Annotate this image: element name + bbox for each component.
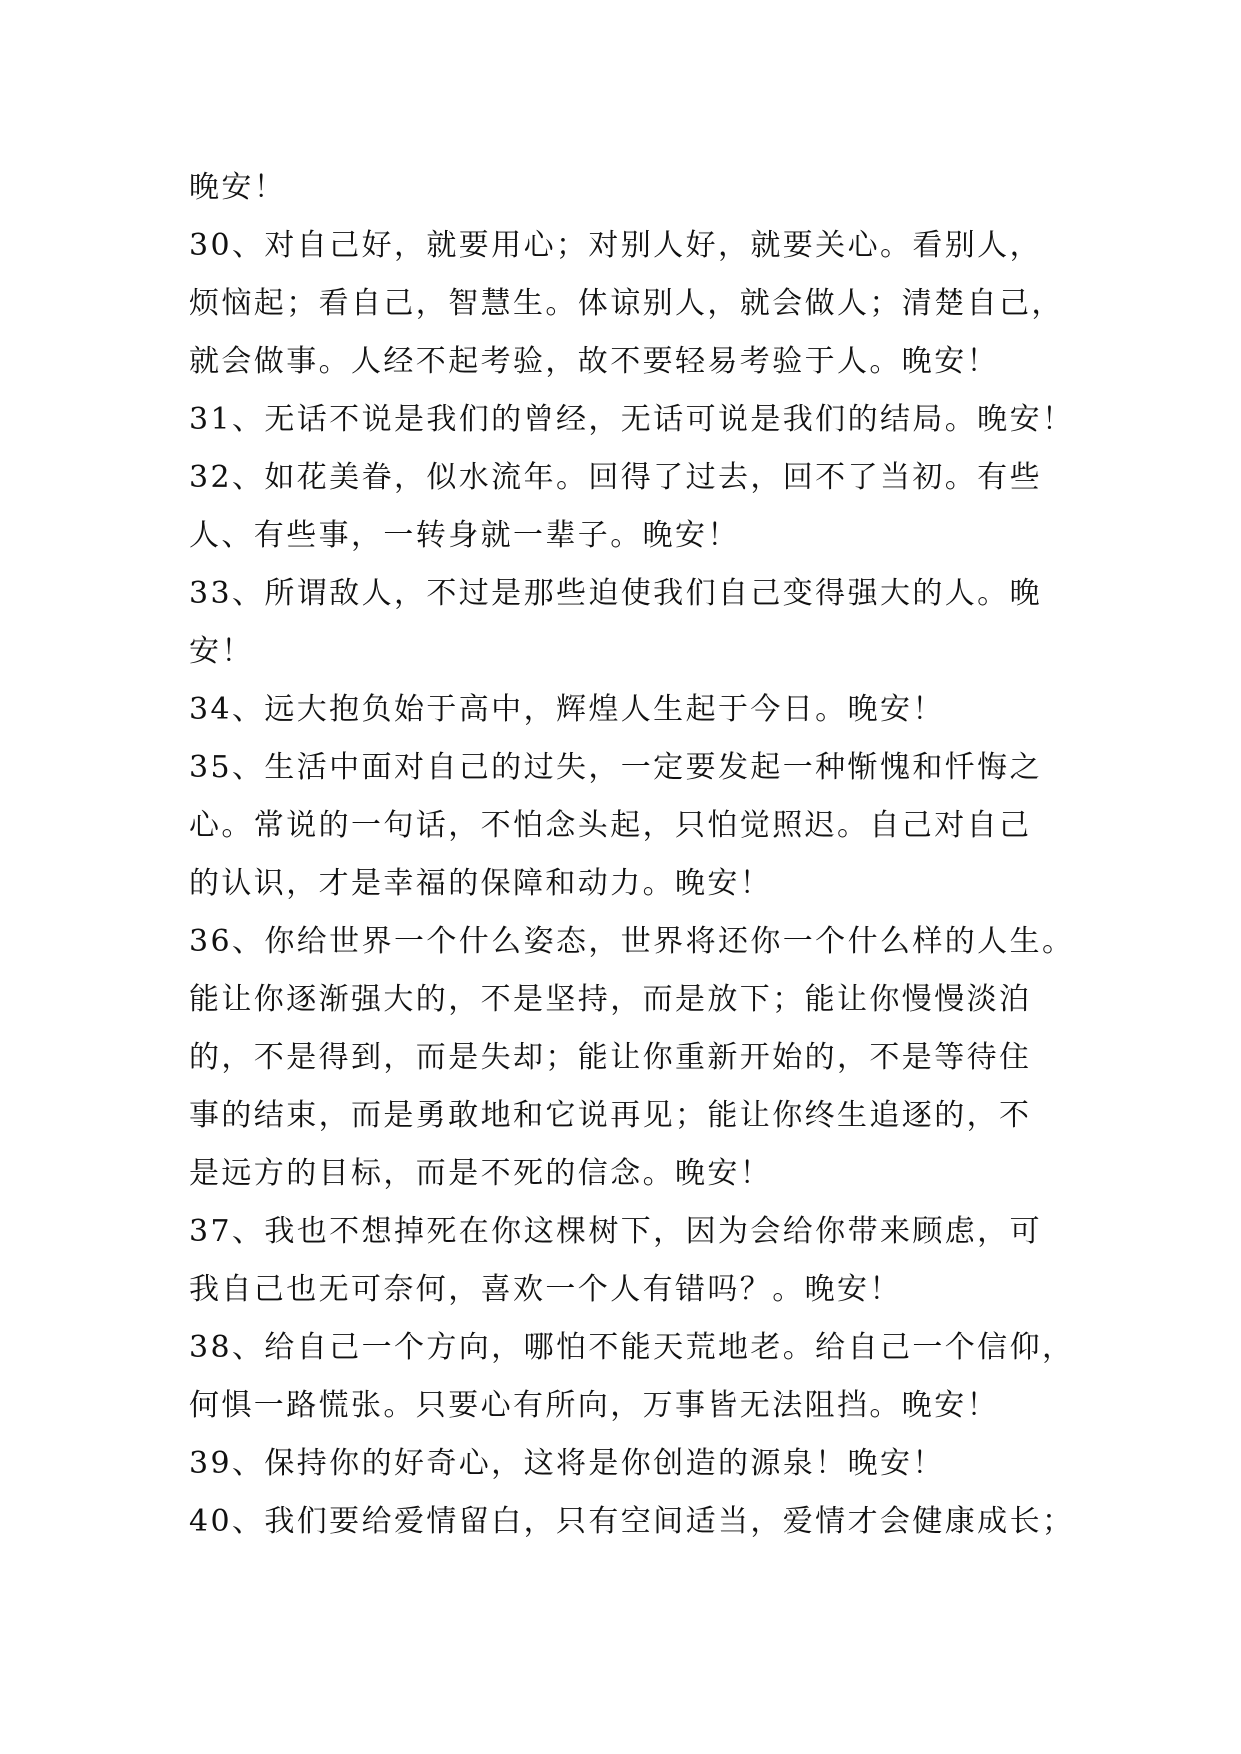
text-line: 34、远大抱负始于高中，辉煌人生起于今日。晚安！ bbox=[189, 692, 945, 727]
text-line: 33、所谓敌人，不过是那些迫使我们自己变得强大的人。晚 bbox=[189, 576, 1042, 611]
text-line: 安！ bbox=[189, 634, 254, 669]
text-line: 的认识，才是幸福的保障和动力。晚安！ bbox=[189, 866, 773, 901]
text-line: 36、你给世界一个什么姿态，世界将还你一个什么样的人生。 bbox=[189, 924, 1075, 959]
text-line: 是远方的目标，而是不死的信念。晚安！ bbox=[189, 1156, 773, 1191]
text-line: 40、我们要给爱情留白，只有空间适当，爱情才会健康成长； bbox=[189, 1504, 1075, 1539]
text-line: 人、有些事，一转身就一辈子。晚安！ bbox=[189, 518, 740, 553]
text-line: 事的结束，而是勇敢地和它说再见；能让你终生追逐的，不 bbox=[189, 1098, 1032, 1133]
text-line: 何惧一路慌张。只要心有所向，万事皆无法阻挡。晚安！ bbox=[189, 1388, 999, 1423]
text-line: 35、生活中面对自己的过失，一定要发起一种惭愧和忏悔之 bbox=[189, 750, 1042, 785]
text-line: 32、如花美眷，似水流年。回得了过去，回不了当初。有些 bbox=[189, 460, 1042, 495]
text-line: 38、给自己一个方向，哪怕不能天荒地老。给自己一个信仰， bbox=[189, 1330, 1075, 1365]
text-line: 的，不是得到，而是失却；能让你重新开始的，不是等待住 bbox=[189, 1040, 1032, 1075]
text-line: 心。常说的一句话，不怕念头起，只怕觉照迟。自己对自己 bbox=[189, 808, 1032, 843]
text-line: 能让你逐渐强大的，不是坚持，而是放下；能让你慢慢淡泊 bbox=[189, 982, 1032, 1017]
text-line: 晚安！ bbox=[189, 170, 287, 205]
text-line: 30、对自己好，就要用心；对别人好，就要关心。看别人， bbox=[189, 228, 1042, 263]
text-line: 我自己也无可奈何，喜欢一个人有错吗？。晚安！ bbox=[189, 1272, 902, 1307]
text-line: 31、无话不说是我们的曾经，无话可说是我们的结局。晚安！ bbox=[189, 402, 1075, 437]
text-line: 就会做事。人经不起考验，故不要轻易考验于人。晚安！ bbox=[189, 344, 999, 379]
text-line: 37、我也不想掉死在你这棵树下，因为会给你带来顾虑，可 bbox=[189, 1214, 1042, 1249]
text-line: 烦恼起；看自己，智慧生。体谅别人，就会做人；清楚自己， bbox=[189, 286, 1064, 321]
text-line: 39、保持你的好奇心，这将是你创造的源泉！晚安！ bbox=[189, 1446, 945, 1481]
